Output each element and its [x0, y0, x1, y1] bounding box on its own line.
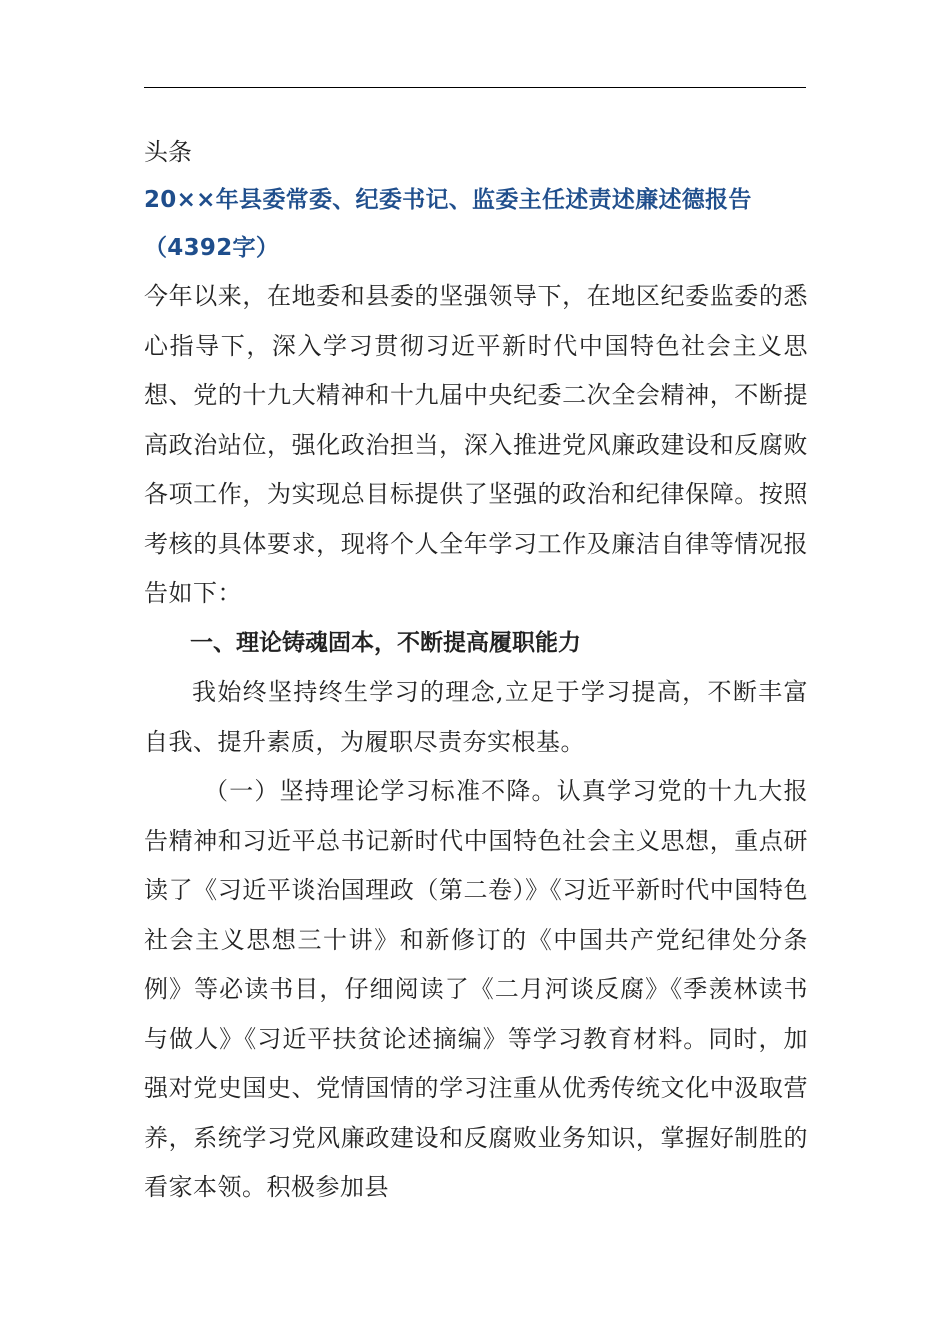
header-rule — [144, 87, 806, 88]
subsection-1-paragraph: （一）坚持理论学习标准不降。认真学习党的十九大报告精神和习近平总书记新时代中国特色社会主义思想，重点研读了《习近平谈治国理政（第二卷）》《习近平新时代中国特色社会主义思想三十讲》和新修订的《中国共产党纪律处分条例》等必读书目，仔细阅读了《二月河谈反腐》《季羡林读书与做人》《习近平扶贫论述摘编》等学习教育材料。同时，加强对党史国史、党情国情的学习注重从优秀传统文化中汲取营养，系统学习党风廉政建设和反腐败业务知识，掌握好制胜的看家本领。积极参加县 — [144, 777, 808, 1201]
section-1-heading: 一、理论铸魂固本，不断提高履职能力 — [190, 629, 581, 656]
document-body — [144, 128, 808, 1213]
category-label: 头条 — [144, 138, 192, 166]
intro-paragraph: 今年以来，在地委和县委的坚强领导下，在地区纪委监委的悉心指导下，深入学习贯彻习近平新时代中国特色社会主义思想、党的十九大精神和十九届中央纪委二次全会精神，不断提高政治站位，强化政治担当，深入推进党风廉政建设和反腐败各项工作，为实现总目标提供了坚强的政治和纪律保障。按照考核的具体要求，现将个人全年学习工作及廉洁自律等情况报告如下： — [144, 282, 808, 607]
section-1-intro-paragraph: 我始终坚持终生学习的理念,立足于学习提高，不断丰富自我、提升素质，为履职尽责夯实根基。 — [144, 678, 808, 756]
document-title[interactable]: 20××年县委常委、纪委书记、监委主任述责述廉述德报告（4392字） — [144, 187, 752, 261]
